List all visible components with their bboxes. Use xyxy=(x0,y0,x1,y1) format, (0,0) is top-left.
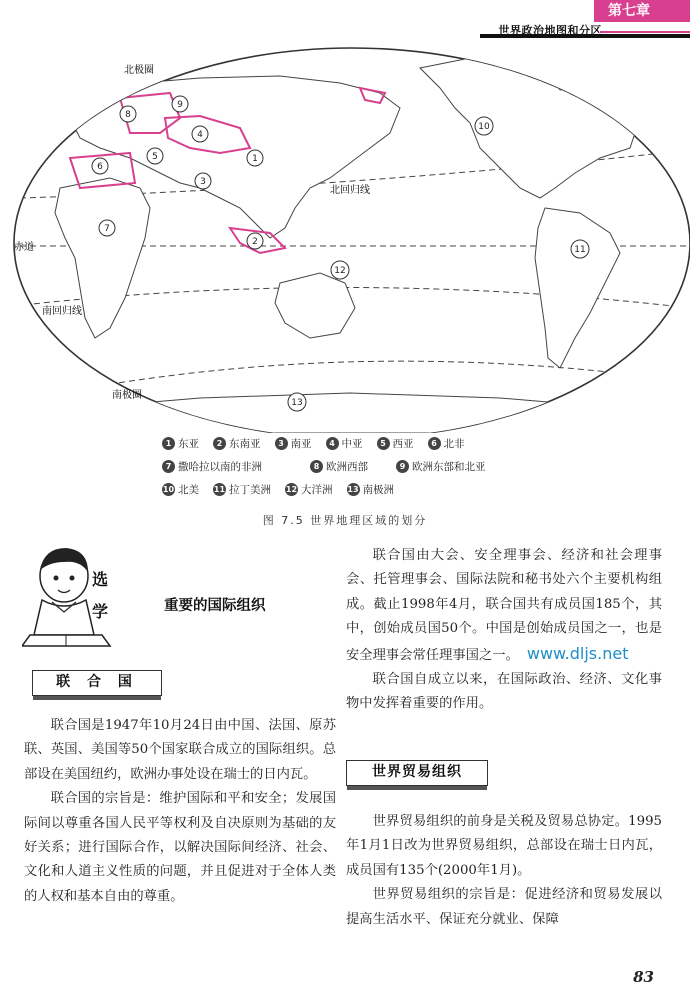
svg-text:8: 8 xyxy=(125,110,131,120)
wto-paragraph-1: 世界贸易组织的前身是关税及贸易总协定。1995年1月1日改为世界贸易组织，总部设在瑞士日内瓦，成员国有135个(2000年1月)。 xyxy=(346,814,662,878)
legend-item: 12 大洋洲 xyxy=(285,484,333,496)
region-marker-12 xyxy=(331,261,349,279)
un-paragraph-1: 联合国是1947年10月24日由中国、法国、原苏联、英国、美国等50个国家联合成立的国际组织。总部设在美国纽约，欧洲办事处设在瑞士的日内瓦。 xyxy=(24,718,336,782)
legend-item: 3 南亚 xyxy=(275,436,312,451)
legend-row-1 xyxy=(162,432,622,455)
legend-item: 9 欧洲东部和北亚 xyxy=(396,459,486,474)
svg-text:5: 5 xyxy=(152,152,158,162)
website-watermark: www.dljs.net xyxy=(526,643,629,663)
region-marker-8 xyxy=(120,106,136,122)
svg-text:12: 12 xyxy=(334,266,346,276)
svg-text:11: 11 xyxy=(574,245,586,255)
region-marker-6 xyxy=(92,158,108,174)
legend-row-2 xyxy=(162,455,622,478)
un-organs-paragraph: 联合国由大会、安全理事会、经济和社会理事会、托管理事会、国际法院和秘书处六个主要机构组成。截止1998年4月，联合国共有成员国185个，其中，创始成员国50个。中国是创始成员国之一，也是安全理事会常任理事国之一。 www.dljs.net xyxy=(346,548,662,663)
figure-caption: 图 7.5 世界地理区域的划分 xyxy=(262,514,428,527)
wto-paragraph-2: 世界贸易组织的宗旨是：促进经济和贸易发展以提高生活水平、保证充分就业、保障 xyxy=(346,887,662,927)
un-paragraph-2: 联合国的宗旨是：维护国际和平和安全；发展国际间以尊重各国人民平等权利及自决原则为基础的友好关系；进行国际合作，以解决国际间经济、社会、文化和人道主义性质的问题，并且促进对于全体人类的人权和基本自由的尊重。 xyxy=(24,791,336,904)
legend-item: 5 西亚 xyxy=(377,436,414,451)
region-marker-9 xyxy=(172,96,188,112)
map-svg xyxy=(0,38,690,433)
legend-item: 8 欧洲西部 xyxy=(310,459,368,474)
svg-text:10: 10 xyxy=(478,122,490,132)
svg-text:3: 3 xyxy=(200,177,206,187)
chapter-label: 第七章 xyxy=(594,0,690,22)
svg-text:9: 9 xyxy=(177,100,183,110)
svg-text:7: 7 xyxy=(104,224,110,234)
region-marker-4 xyxy=(192,126,208,142)
legend-item: 1 东亚 xyxy=(162,436,199,451)
equator-label: 赤道 xyxy=(14,242,34,253)
wto-heading-box: 世界贸易组织 xyxy=(346,760,488,786)
map-legend xyxy=(162,432,622,501)
arctic-label: 北极圈 xyxy=(124,65,154,76)
svg-text:4: 4 xyxy=(197,130,203,140)
svg-text:13: 13 xyxy=(291,398,303,408)
legend-item: 11 拉丁美洲 xyxy=(213,484,271,496)
legend-item: 13 南极洲 xyxy=(347,484,394,496)
legend-item: 4 中亚 xyxy=(326,436,363,451)
region-marker-10 xyxy=(475,117,493,135)
legend-item: 2 东南亚 xyxy=(213,436,261,451)
un-role-paragraph: 联合国自成立以来，在国际政治、经济、文化事物中发挥着重要的作用。 xyxy=(346,672,662,712)
region-marker-1 xyxy=(247,150,263,166)
tropic-capricorn-label: 南回归线 xyxy=(42,306,82,317)
world-regions-map xyxy=(0,38,690,433)
legend-item: 10 北美 xyxy=(162,484,199,496)
header-accent-line xyxy=(600,31,690,33)
legend-row-3 xyxy=(162,478,622,501)
region-marker-3 xyxy=(195,173,211,189)
legend-item: 6 北非 xyxy=(428,436,465,451)
region-marker-13 xyxy=(288,393,306,411)
right-text-column xyxy=(346,544,662,717)
section-title: 重要的国际组织 xyxy=(164,598,266,614)
region-marker-2 xyxy=(247,233,263,249)
chapter-header xyxy=(482,0,690,40)
antarctic-label: 南极圈 xyxy=(112,390,142,401)
chapter-title: 世界政治地图和分区 xyxy=(498,24,602,37)
region-marker-5 xyxy=(147,148,163,164)
elective-tag: 选 学 xyxy=(92,570,109,621)
region-marker-11 xyxy=(571,240,589,258)
svg-text:1: 1 xyxy=(252,154,258,164)
svg-text:6: 6 xyxy=(97,162,103,172)
region-marker-7 xyxy=(99,220,115,236)
wto-text-column xyxy=(346,810,662,932)
un-heading-box: 联 合 国 xyxy=(32,670,162,696)
legend-item: 7 撒哈拉以南的非洲 xyxy=(162,459,262,474)
tropic-cancer-label: 北回归线 xyxy=(330,185,370,196)
page-number: 83 xyxy=(633,968,654,986)
un-text-column xyxy=(24,714,336,909)
svg-text:2: 2 xyxy=(252,237,258,247)
